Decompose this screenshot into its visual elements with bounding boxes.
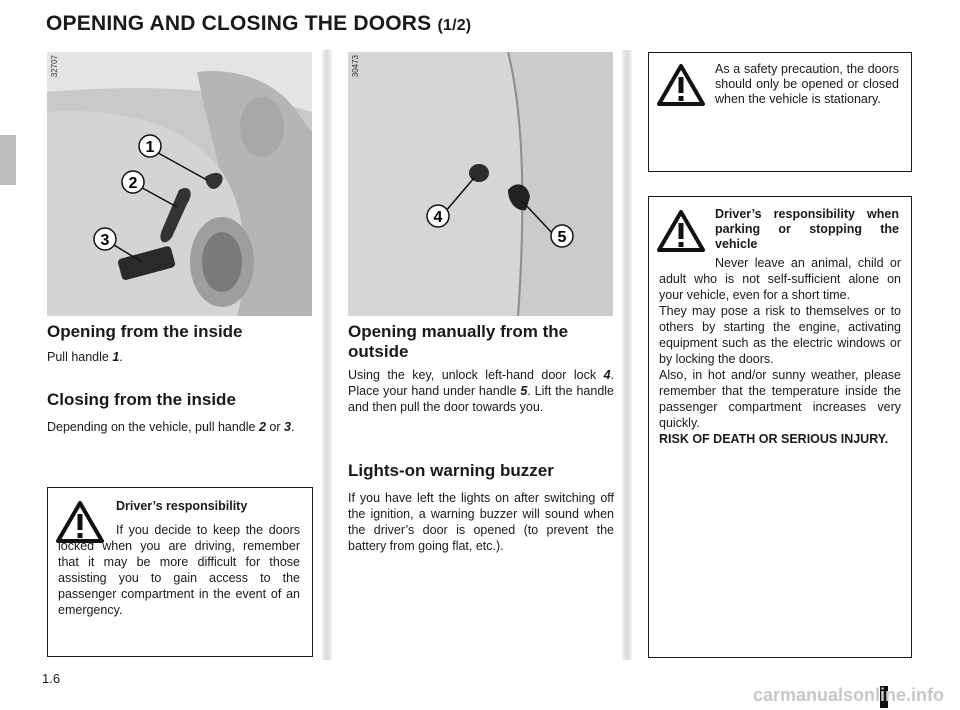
photo-code: 32707 [50,55,59,78]
text-opening-outside: Using the key, unlock left-hand door lock 4. Place your hand under handle 5. Lift the handle and then pull the door towards you. [348,368,614,414]
door-exterior-illustration [348,52,613,316]
svg-text:4: 4 [433,209,443,226]
warning-triangle-icon [657,209,705,253]
warning-box-driver-responsibility [47,487,313,657]
callout-3 [94,228,116,250]
door-interior-illustration [47,52,312,316]
box-heading: Driver’s responsibility when parking or stopping the vehicle [715,207,899,251]
door-exterior-photo [348,52,613,316]
callout-5 [551,225,573,247]
heading-closing-inside: Closing from the inside [47,390,236,409]
text-closing-inside: Depending on the vehicle, pull handle 2 or 3. [47,420,295,434]
svg-text:2: 2 [128,175,138,192]
text-lights-buzzer: If you have left the lights on after switching off the ignition, a warning buzzer will sound when the driver’s door is opened (to prevent the battery from going flat, etc.). [348,491,614,553]
heading-lights-buzzer: Lights-on warning buzzer [348,461,554,480]
heading-opening-outside: Opening manually from the outside [348,322,569,361]
svg-text:5: 5 [557,229,567,246]
warning-box-safety [648,52,912,172]
text-opening-inside: Pull handle 1. [47,350,123,364]
heading-opening-inside: Opening from the inside [47,322,243,341]
page-title [46,12,471,36]
callout-4 [427,205,449,227]
warning-triangle-icon [657,63,705,107]
callout-2 [122,171,144,193]
chapter-tab [0,135,16,185]
warning-box-parking [648,196,912,658]
box-text: If you decide to keep the doors locked when you are driving, remember that it may be more difficult for those assisting you to gain access to the passenger compartment in the event of an emergency. [58,523,300,617]
door-interior-photo [47,52,312,316]
watermark-footer: carmanualsonline.info [752,685,944,705]
box-text: As a safety precaution, the doors should only be opened or closed when the vehicle is stationary. [715,62,899,106]
callout-1 [139,135,161,157]
page-number: 1.6 [42,671,61,686]
title-part: (1/2) [437,17,472,34]
box-heading: Driver’s responsibility [116,499,248,513]
column-divider [322,50,332,660]
title-main: OPENING AND CLOSING THE DOORS [46,12,432,35]
svg-text:1: 1 [145,139,155,156]
column-divider [622,50,632,660]
photo-code: 30473 [351,55,360,78]
box-text: Never leave an animal, child or adult who is not self-sufficient alone on your vehicle, even for a short time. They may pose a risk to themselves or to others by starting the engine, activating equipment such as the electric windows or by locking the doors. Also, in hot and/or sunny weather, please remember that the temperature inside the passenger compartment increases very quickly. RISK OF DEATH OR SERIOUS INJURY. [659,256,901,446]
svg-text:3: 3 [100,232,110,249]
